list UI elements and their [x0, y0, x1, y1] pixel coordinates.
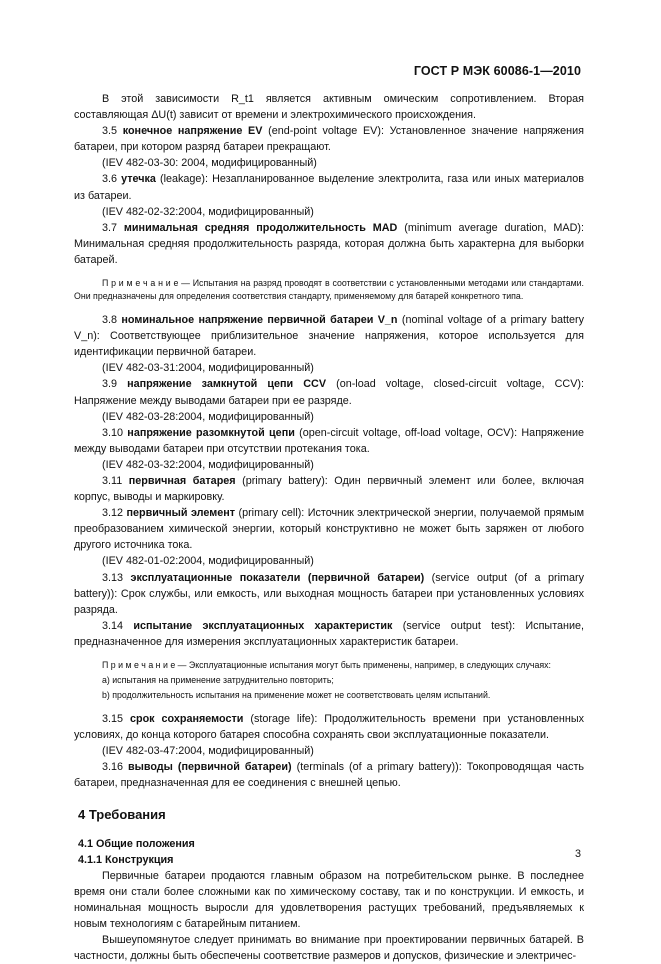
term: конечное напряжение EV	[122, 125, 263, 138]
definition-3-11: 3.11 первичная батарея (primary battery): Один первичный элемент или более, включая корпус, выводы и маркировку.	[74, 474, 585, 504]
paragraph: Первичные батареи продаются главным образом на потребительском рынке. В последнее время они стали более сложными как по химическому составу, так и по конструкции. И емкость, и номинальная мощность выросли для удовлетворения растущих требований, предъявляемых к новым технологиям с батарейным питанием.	[74, 869, 584, 931]
definition-3-15: 3.15 срок сохраняемости (storage life): Продолжительность времени при установленных условиях, до конца которого батарея способна сохранять свои эксплуатационные показатели.	[74, 713, 585, 742]
definition-3-12: 3.12 первичный элемент (primary cell): Источник электрической энергии, получаемой прямым преобразованием химической энергии, который конструктивно не может быть заряжен от любого другого источника тока.	[74, 507, 585, 552]
document-body	[74, 91, 584, 964]
iev-reference: (IEV 482-03-47:2004, модифицированный)	[102, 745, 314, 758]
definition-3-16: 3.16 выводы (первичной батареи) (terminals (of a primary battery)): Токопроводящая часть батареи, предназначенная для ее соединения с внешней цепью.	[74, 761, 585, 790]
definition-3-9: 3.9 напряжение замкнутой цепи CCV (on-load voltage, closed-circuit voltage, CCV): Напряжение между выводами батареи при ее разряде.	[74, 378, 585, 407]
definition-3-14: 3.14 испытание эксплуатационных характеристик (service output test): Испытание, предназначенное для измерения эксплуатационных характеристик батареи.	[74, 619, 585, 648]
term: срок сохраняемости	[129, 713, 244, 725]
term: эксплуатационные показатели (первичной батареи)	[130, 571, 425, 584]
definition-3-13: 3.13 эксплуатационные показатели (первичной батареи) (service output (of a primary battery)): Срок службы, или емкость, или выходная мощность батареи при установленных условиях разряда.	[74, 571, 584, 616]
paragraph: В этой зависимости R_t1 является активным омическим сопротивлением. Вторая составляющая ΔU(t) зависит от времени и электрохимического происхождения.	[74, 93, 584, 122]
iev-reference: (IEV 482-03-31:2004, модифицированный)	[102, 362, 314, 375]
term: номинальное напряжение первичной батареи V_n	[121, 314, 398, 327]
definition-3-10: 3.10 напряжение разомкнутой цепи (open-circuit voltage, off-load voltage, OCV): Напряжение между выводами батареи при отсутствии протекания тока.	[74, 426, 584, 455]
subsubsection-title: 4.1.1 Конструкция	[78, 853, 174, 866]
iev-reference: (IEV 482-01-02:2004, модифицированный)	[102, 555, 314, 568]
term: первичная батарея	[128, 474, 236, 487]
subsection-title: 4.1 Общие положения	[78, 837, 195, 850]
note-item: а) испытания на применение затруднительно повторить;	[102, 675, 334, 685]
definition-3-5: 3.5 конечное напряжение EV (end-point voltage EV): Установленное значение напряжения батареи, при котором разряд батареи прекращают.	[74, 125, 584, 154]
standard-header: ГОСТ Р МЭК 60086-1—2010	[413, 64, 581, 78]
definition-3-7: 3.7 минимальная средняя продолжительность MAD (minimum average duration, MAD): Минимальная средняя продолжительность разряда, которая должна быть характерна для выборки батарей.	[74, 221, 584, 266]
term: напряжение разомкнутой цепи	[127, 426, 295, 439]
paragraph: Вышеупомянутое следует принимать во внимание при проектировании первичных батарей. В частности, должны быть обеспечены соответствие размеров и допусков, физические и электричес-	[74, 934, 584, 963]
term: минимальная средняя продолжительность MAD	[123, 221, 398, 234]
section-title: 4 Требования	[78, 807, 166, 823]
term: утечка	[121, 173, 156, 186]
page-number: 3	[575, 848, 582, 860]
note-item: b) продолжительность испытания на применение может не соответствовать целям испытаний.	[102, 690, 491, 700]
definition-3-6: 3.6 утечка (leakage): Незапланированное выделение электролита, газа или иных материалов из батареи.	[74, 173, 585, 202]
term: первичный элемент	[126, 507, 236, 520]
term: выводы (первичной батареи)	[128, 761, 292, 774]
note: П р и м е ч а н и е — Эксплуатационные испытания могут быть применены, например, в следующих случаях:	[102, 660, 551, 670]
term: напряжение замкнутой цепи CCV	[127, 378, 327, 391]
term: испытание эксплуатационных характеристик	[133, 619, 393, 632]
iev-reference: (IEV 482-03-32:2004, модифицированный)	[102, 458, 314, 471]
iev-reference: (IEV 482-03-28:2004, модифицированный)	[102, 410, 314, 423]
note: П р и м е ч а н и е — Испытания на разряд проводят в соответствии с установленными методами или стандартами. Они предназначены для определения соответствия стандарту, применяемому для батарей конкретного типа.	[74, 278, 584, 302]
definition-3-8: 3.8 номинальное напряжение первичной батареи V_n (nominal voltage of a primary battery V_n): Соответствующее приблизительное значение напряжения, которое используется для идентификации первичной батареи.	[74, 314, 584, 359]
iev-reference: (IEV 482-02-32:2004, модифицированный)	[102, 205, 314, 218]
iev-reference: (IEV 482-03-30: 2004, модифицированный)	[102, 157, 317, 170]
